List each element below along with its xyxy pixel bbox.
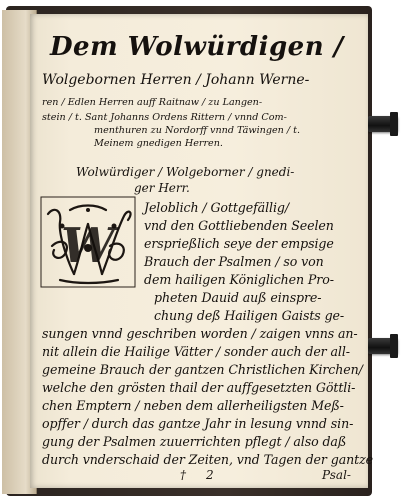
body-line-5: dem hailigen Königlichen Pro- bbox=[144, 272, 334, 287]
body-line-9: nit allein die Hailige Vätter / sonder auch der all- bbox=[42, 344, 350, 359]
body-line-1: Jeloblich / Gottgefällig/ bbox=[144, 200, 289, 215]
body-line-13: opffer / durch das gantze Jahr in lesung vnnd sin- bbox=[42, 416, 354, 431]
dedication-line-3: ren / Edlen Herren auff Raitnaw / zu Langen- bbox=[42, 97, 263, 108]
initial-letter: W bbox=[61, 218, 115, 274]
salutation-line-1: Wolwürdiger / Wolgeborner / gnedi- bbox=[76, 165, 295, 179]
decorated-initial bbox=[40, 196, 136, 288]
body-line-3: ersprießlich seye der empsige bbox=[144, 236, 334, 251]
book-page bbox=[30, 14, 373, 488]
catchword: Psal- bbox=[322, 468, 351, 482]
dedication-title: Dem Wolwürdigen / bbox=[50, 32, 344, 62]
dedication-line-5: menthuren zu Nordorff vnnd Täwingen / t. bbox=[94, 125, 301, 136]
body-line-15: durch vnderschaid der Zeiten, vnd Tagen der gantze bbox=[42, 452, 373, 467]
body-line-6: pheten Dauid auß einspre- bbox=[154, 290, 322, 305]
body-line-2: vnd den Gottliebenden Seelen bbox=[144, 218, 334, 233]
page-number: 2 bbox=[206, 468, 214, 482]
body-line-11: welche den grösten thail der auffgesetzten Göttli- bbox=[42, 380, 356, 395]
body-line-7: chung deß Hailigen Gaists ge- bbox=[154, 308, 345, 323]
body-line-10: gemeine Brauch der gantzen Christlichen Kirchen/ bbox=[42, 362, 363, 377]
clasp-bottom bbox=[368, 338, 398, 354]
dedication-line-4: stein / t. Sant Johanns Ordens Rittern / vnnd Com- bbox=[42, 112, 287, 123]
salutation-line-2: ger Herr. bbox=[134, 181, 190, 195]
clasp-top bbox=[368, 116, 398, 132]
dedication-line-2: Wolgebornen Herren / Johann Werne- bbox=[42, 72, 310, 88]
body-line-4: Brauch der Psalmen / so von bbox=[144, 254, 324, 269]
body-line-14: gung der Psalmen zuuerrichten pflegt / also daß bbox=[42, 434, 347, 449]
dedication-line-6: Meinem gnedigen Herren. bbox=[94, 138, 223, 149]
body-line-8: sungen vnnd geschriben worden / zaigen vnns an- bbox=[42, 326, 358, 341]
signature-mark: † bbox=[180, 468, 186, 482]
body-line-12: chen Emptern / neben dem allerheiligsten Meß- bbox=[42, 398, 344, 413]
